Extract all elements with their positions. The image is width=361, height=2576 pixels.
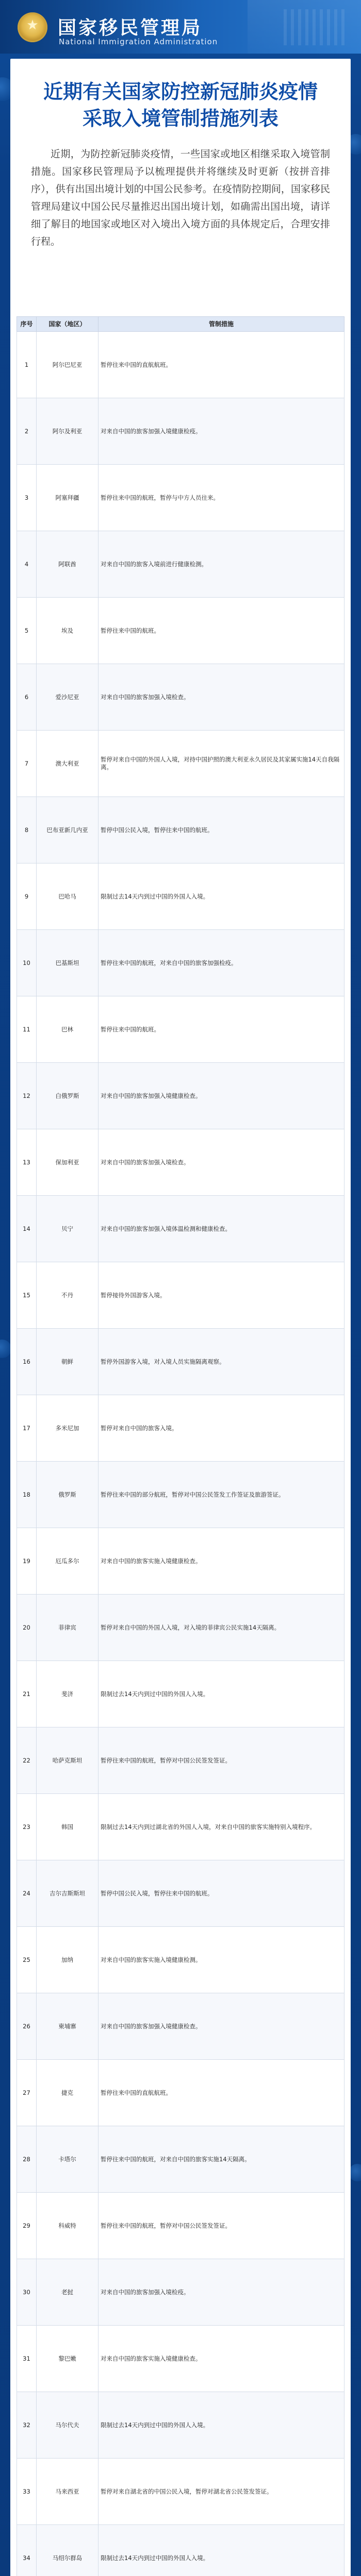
row-measure: 限制过去14天内到过中国的外国人入境。 — [99, 863, 344, 930]
header-banner — [0, 0, 361, 54]
row-measure: 对来自中国的旅客入境前进行健康检测。 — [99, 531, 344, 598]
row-country: 柬埔寨 — [37, 1993, 99, 2060]
table-row — [17, 731, 344, 797]
table-row — [17, 2060, 344, 2126]
table-row — [17, 2525, 344, 2576]
row-measure: 暂停往来中国的航班。 — [99, 598, 344, 664]
row-country: 卡塔尔 — [37, 2126, 99, 2193]
row-measure: 对来自中国的旅客实施入境健康检查。 — [99, 2326, 344, 2392]
row-measure: 对来自中国的旅客加强入境健康检查。 — [99, 1063, 344, 1129]
row-measure: 暂停对来自中国的旅客入境。 — [99, 1395, 344, 1462]
measures-table — [17, 316, 344, 2576]
row-no: 14 — [17, 1196, 37, 1262]
table-row — [17, 930, 344, 996]
row-country: 厄瓜多尔 — [37, 1528, 99, 1595]
row-no: 3 — [17, 465, 37, 531]
row-no: 2 — [17, 398, 37, 465]
page-title-line2: 采取入境管制措施列表 — [82, 107, 278, 130]
table-row — [17, 531, 344, 598]
row-country: 阿塞拜疆 — [37, 465, 99, 531]
row-measure: 对来自中国的旅客加强入境健康检查。 — [99, 1993, 344, 2060]
table-row — [17, 2459, 344, 2525]
row-measure: 暂停往来中国的直航航班。 — [99, 2060, 344, 2126]
table-row — [17, 2126, 344, 2193]
row-measure: 暂停往来中国的航班，暂停与中方人员往来。 — [99, 465, 344, 531]
row-measure: 暂停对来自中国的外国人入境，对持中国护照的澳大利亚永久居民及其家属实施14天自我隔离。 — [99, 731, 344, 797]
table-row — [17, 1993, 344, 2060]
table-row — [17, 797, 344, 863]
table-row — [17, 2193, 344, 2259]
row-measure: 暂停对来自湖北省的中国公民入境，暂停对湖北省公民签发签证。 — [99, 2459, 344, 2525]
row-country: 朝鲜 — [37, 1329, 99, 1395]
header-no: 序号 — [17, 317, 37, 332]
row-no: 24 — [17, 1860, 37, 1927]
row-no: 31 — [17, 2326, 37, 2392]
row-measure: 暂停对来自中国的外国人入境，对入境的菲律宾公民实施14天隔离。 — [99, 1595, 344, 1661]
table-row — [17, 1462, 344, 1528]
row-measure: 暂停往来中国的航班，暂停对中国公民签发签证。 — [99, 1727, 344, 1794]
row-country: 巴布亚新几内亚 — [37, 797, 99, 863]
row-no: 29 — [17, 2193, 37, 2259]
row-no: 21 — [17, 1661, 37, 1727]
row-country: 马尔代夫 — [37, 2392, 99, 2459]
row-country: 老挝 — [37, 2259, 99, 2326]
table-row — [17, 863, 344, 930]
org-name-cn: 国家移民管理局 — [58, 18, 203, 39]
table-row — [17, 398, 344, 465]
row-country: 白俄罗斯 — [37, 1063, 99, 1129]
row-no: 33 — [17, 2459, 37, 2525]
row-no: 8 — [17, 797, 37, 863]
row-no: 19 — [17, 1528, 37, 1595]
row-measure: 暂停往来中国的直航航班。 — [99, 332, 344, 398]
row-no: 15 — [17, 1262, 37, 1329]
table-header-row — [17, 317, 344, 332]
row-measure: 暂停中国公民入境，暂停往来中国的航班。 — [99, 797, 344, 863]
header-country: 国家（地区） — [37, 317, 99, 332]
row-measure: 对来自中国的旅客加强入境检查。 — [99, 664, 344, 731]
row-no: 27 — [17, 2060, 37, 2126]
row-country: 加纳 — [37, 1927, 99, 1993]
table-row — [17, 1262, 344, 1329]
row-no: 26 — [17, 1993, 37, 2060]
row-measure: 暂停外国游客入境，对入境人员实施隔离观察。 — [99, 1329, 344, 1395]
row-measure: 限制过去14天内到过中国的外国人入境。 — [99, 2392, 344, 2459]
table-row — [17, 1329, 344, 1395]
row-no: 13 — [17, 1129, 37, 1196]
table-row — [17, 1063, 344, 1129]
table-row — [17, 1129, 344, 1196]
row-no: 30 — [17, 2259, 37, 2326]
row-measure: 暂停往来中国的航班，对来自中国的旅客加强检疫。 — [99, 930, 344, 996]
table-row — [17, 1595, 344, 1661]
table-row — [17, 1661, 344, 1727]
page-title-line1: 近期有关国家防控新冠肺炎疫情 — [43, 80, 318, 103]
row-measure: 对来自中国的旅客加强入境检查。 — [99, 1129, 344, 1196]
row-country: 阿联酋 — [37, 531, 99, 598]
row-no: 23 — [17, 1794, 37, 1860]
table-row — [17, 332, 344, 398]
police-emblem-icon — [18, 12, 47, 42]
table-row — [17, 996, 344, 1063]
row-country: 俄罗斯 — [37, 1462, 99, 1528]
intro-paragraph: 近期，为防控新冠肺炎疫情，一些国家或地区相继采取入境管制措施。国家移民管理局予以梳理提供并将继续及时更新（按拼音排序），供有出国出境计划的中国公民参考。在疫情防控期间，国家移民管理局建议中国公民尽量推迟出国出境计划，如确需出国出境，请详细了解目的地国家或地区对入境出入境方面的具体规定后，合理安排行程。 — [31, 148, 330, 247]
star-icon: ★ — [26, 18, 39, 33]
row-country: 巴哈马 — [37, 863, 99, 930]
table-row — [17, 2259, 344, 2326]
row-no: 28 — [17, 2126, 37, 2193]
row-no: 7 — [17, 731, 37, 797]
table-row — [17, 598, 344, 664]
row-measure: 暂停接待外国游客入境。 — [99, 1262, 344, 1329]
row-measure: 暂停往来中国的航班，暂停对中国公民签发签证。 — [99, 2193, 344, 2259]
row-no: 12 — [17, 1063, 37, 1129]
row-no: 5 — [17, 598, 37, 664]
virus-decoration-icon — [0, 1340, 11, 1358]
row-country: 捷克 — [37, 2060, 99, 2126]
row-country: 巴林 — [37, 996, 99, 1063]
row-country: 韩国 — [37, 1794, 99, 1860]
row-measure: 对来自中国的旅客实施入境健康检测。 — [99, 1927, 344, 1993]
row-country: 马绍尔群岛 — [37, 2525, 99, 2576]
row-measure: 限制过去14天内到过中国的外国人入境。 — [99, 1661, 344, 1727]
row-measure: 暂停往来中国的航班，对来自中国的旅客实施14天隔离。 — [99, 2126, 344, 2193]
row-country: 马来西亚 — [37, 2459, 99, 2525]
row-no: 32 — [17, 2392, 37, 2459]
row-no: 25 — [17, 1927, 37, 1993]
row-no: 11 — [17, 996, 37, 1063]
row-no: 10 — [17, 930, 37, 996]
row-country: 巴基斯坦 — [37, 930, 99, 996]
row-no: 20 — [17, 1595, 37, 1661]
row-country: 菲律宾 — [37, 1595, 99, 1661]
table-row — [17, 1196, 344, 1262]
content-card — [10, 59, 351, 2576]
row-country: 不丹 — [37, 1262, 99, 1329]
row-country: 阿尔巴尼亚 — [37, 332, 99, 398]
row-no: 22 — [17, 1727, 37, 1794]
row-no: 34 — [17, 2525, 37, 2576]
row-measure: 对来自中国的旅客加强入境健康检疫。 — [99, 398, 344, 465]
row-measure: 对来自中国的旅客加强入境体温检测和健康检查。 — [99, 1196, 344, 1262]
row-no: 18 — [17, 1462, 37, 1528]
row-country: 阿尔及利亚 — [37, 398, 99, 465]
row-country: 科威特 — [37, 2193, 99, 2259]
table-row — [17, 664, 344, 731]
row-country: 保加利亚 — [37, 1129, 99, 1196]
row-measure: 对来自中国的旅客实施入境健康检查。 — [99, 1528, 344, 1595]
row-no: 9 — [17, 863, 37, 930]
row-country: 吉尔吉斯斯坦 — [37, 1860, 99, 1927]
row-no: 6 — [17, 664, 37, 731]
table-row — [17, 2392, 344, 2459]
row-measure: 暂停往来中国的航班。 — [99, 996, 344, 1063]
row-country: 爱沙尼亚 — [37, 664, 99, 731]
table-row — [17, 1860, 344, 1927]
row-country: 斐济 — [37, 1661, 99, 1727]
table-row — [17, 465, 344, 531]
row-country: 多米尼加 — [37, 1395, 99, 1462]
row-no: 16 — [17, 1329, 37, 1395]
table-row — [17, 1927, 344, 1993]
row-country: 哈萨克斯坦 — [37, 1727, 99, 1794]
row-country: 澳大利亚 — [37, 731, 99, 797]
table-row — [17, 2326, 344, 2392]
row-country: 埃及 — [37, 598, 99, 664]
table-row — [17, 1727, 344, 1794]
row-measure: 限制过去14天内到过中国的外国人入境。 — [99, 2525, 344, 2576]
row-no: 17 — [17, 1395, 37, 1462]
row-measure: 暂停中国公民入境，暂停往来中国的航班。 — [99, 1860, 344, 1927]
row-measure: 限制过去14天内到过湖北省的外国人入境，对来自中国的旅客实施特别入境程序。 — [99, 1794, 344, 1860]
table-row — [17, 1395, 344, 1462]
org-name-en: National Immigration Administration — [59, 37, 218, 46]
table-row — [17, 1528, 344, 1595]
row-measure: 暂停往来中国的部分航班，暂停对中国公民签发工作签证及旅游签证。 — [99, 1462, 344, 1528]
row-no: 1 — [17, 332, 37, 398]
row-country: 黎巴嫩 — [37, 2326, 99, 2392]
row-country: 贝宁 — [37, 1196, 99, 1262]
table-row — [17, 1794, 344, 1860]
row-measure: 对来自中国的旅客加强入境检疫。 — [99, 2259, 344, 2326]
building-decoration — [248, 0, 361, 54]
header-measure: 管制措施 — [99, 317, 344, 332]
row-no: 4 — [17, 531, 37, 598]
